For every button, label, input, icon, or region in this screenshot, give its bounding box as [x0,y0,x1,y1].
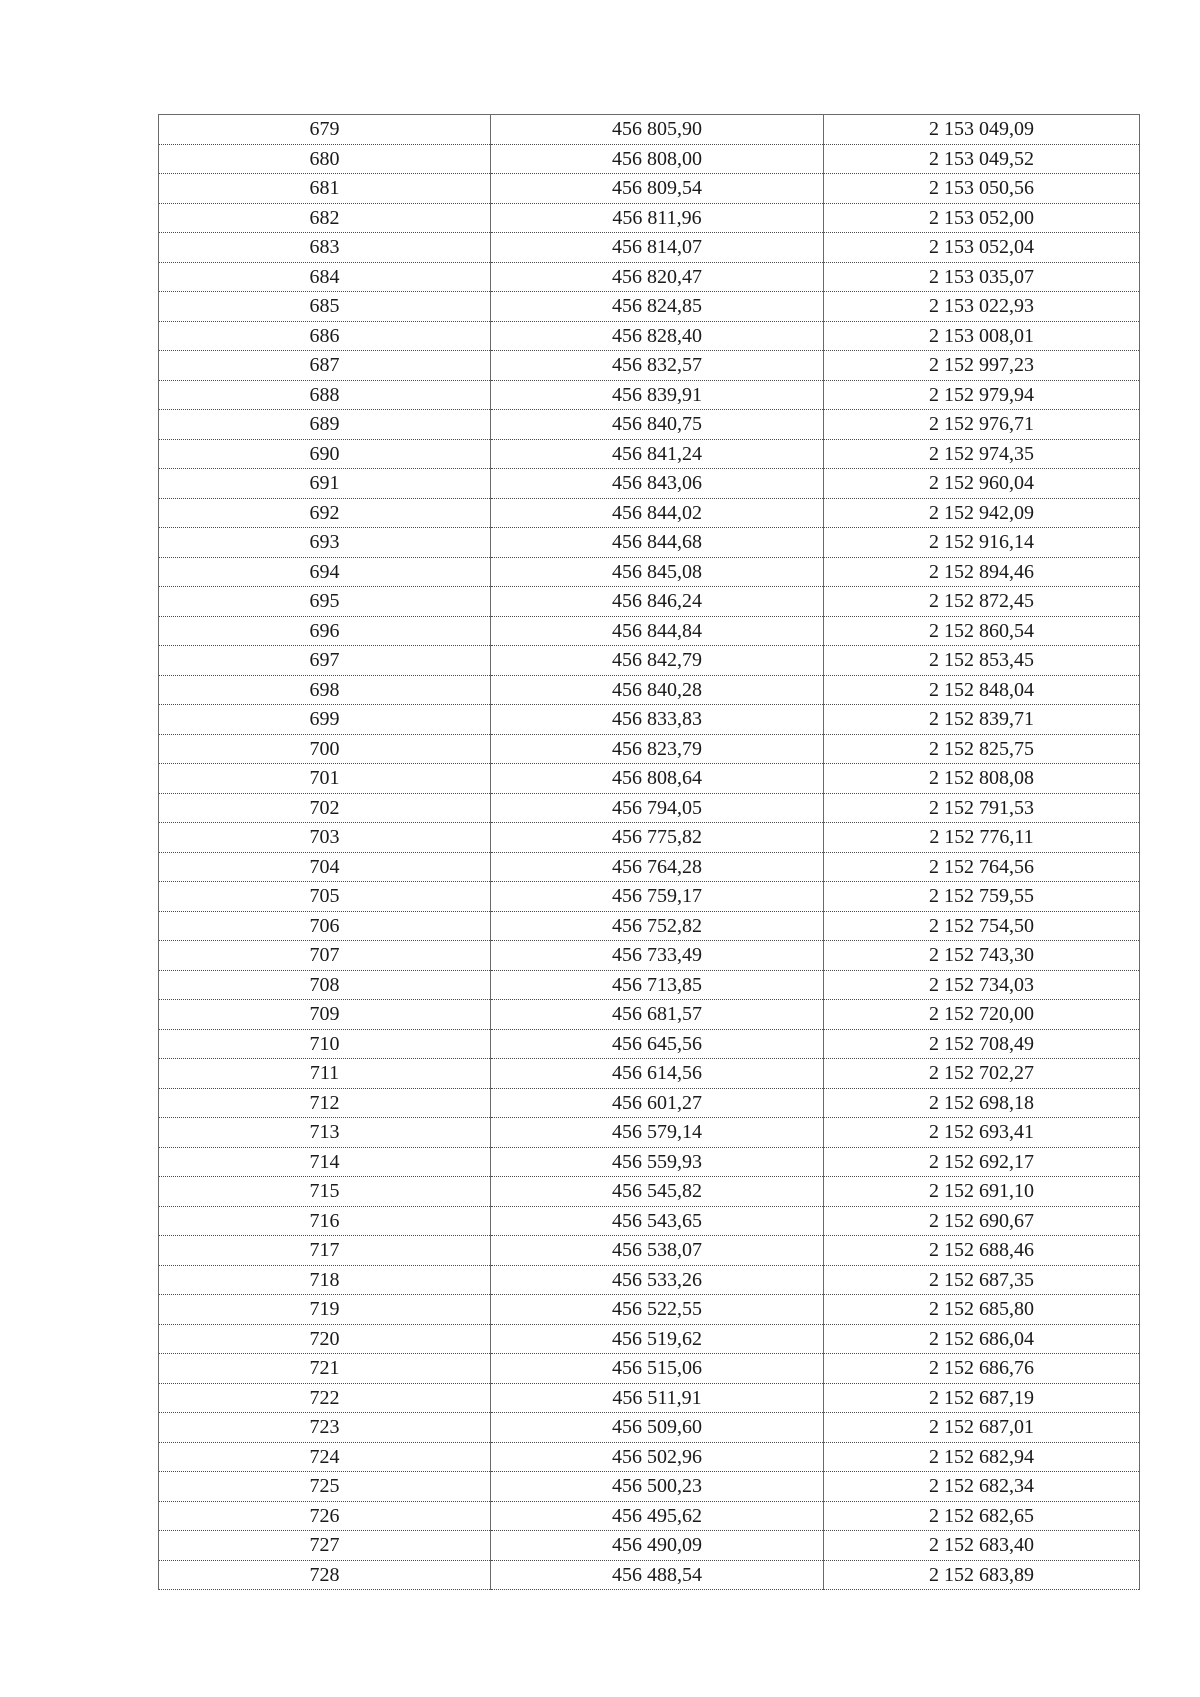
point-number-cell: 707 [159,941,491,971]
table-row [159,1531,1140,1561]
y-coordinate-cell: 2 152 743,30 [824,941,1140,971]
y-coordinate-cell: 2 152 688,46 [824,1236,1140,1266]
point-number-cell: 714 [159,1147,491,1177]
x-coordinate-cell: 456 601,27 [491,1088,824,1118]
y-coordinate-cell: 2 152 839,71 [824,705,1140,735]
table-row [159,1295,1140,1325]
x-coordinate-cell: 456 809,54 [491,174,824,204]
x-coordinate-cell: 456 844,68 [491,528,824,558]
x-coordinate-cell: 456 509,60 [491,1413,824,1443]
point-number-cell: 688 [159,380,491,410]
point-number-cell: 687 [159,351,491,381]
table-row [159,528,1140,558]
point-number-cell: 724 [159,1442,491,1472]
table-row [159,1059,1140,1089]
point-number-cell: 697 [159,646,491,676]
table-row [159,1560,1140,1590]
y-coordinate-cell: 2 152 825,75 [824,734,1140,764]
point-number-cell: 693 [159,528,491,558]
table-row [159,882,1140,912]
table-row [159,646,1140,676]
x-coordinate-cell: 456 845,08 [491,557,824,587]
table-row [159,351,1140,381]
point-number-cell: 713 [159,1118,491,1148]
y-coordinate-cell: 2 153 049,52 [824,144,1140,174]
table-row [159,144,1140,174]
table-row [159,439,1140,469]
table-row [159,1206,1140,1236]
x-coordinate-cell: 456 811,96 [491,203,824,233]
table-row [159,734,1140,764]
point-number-cell: 686 [159,321,491,351]
table-row [159,1029,1140,1059]
point-number-cell: 704 [159,852,491,882]
point-number-cell: 696 [159,616,491,646]
point-number-cell: 698 [159,675,491,705]
y-coordinate-cell: 2 153 035,07 [824,262,1140,292]
x-coordinate-cell: 456 519,62 [491,1324,824,1354]
table-row [159,233,1140,263]
x-coordinate-cell: 456 808,00 [491,144,824,174]
table-row [159,469,1140,499]
x-coordinate-cell: 456 614,56 [491,1059,824,1089]
x-coordinate-cell: 456 842,79 [491,646,824,676]
point-number-cell: 711 [159,1059,491,1089]
point-number-cell: 725 [159,1472,491,1502]
point-number-cell: 683 [159,233,491,263]
table-row [159,1265,1140,1295]
x-coordinate-cell: 456 488,54 [491,1560,824,1590]
x-coordinate-cell: 456 733,49 [491,941,824,971]
y-coordinate-cell: 2 152 808,08 [824,764,1140,794]
point-number-cell: 715 [159,1177,491,1207]
y-coordinate-cell: 2 152 687,19 [824,1383,1140,1413]
y-coordinate-cell: 2 152 692,17 [824,1147,1140,1177]
y-coordinate-cell: 2 152 687,01 [824,1413,1140,1443]
point-number-cell: 699 [159,705,491,735]
point-number-cell: 716 [159,1206,491,1236]
y-coordinate-cell: 2 152 690,67 [824,1206,1140,1236]
table-row [159,705,1140,735]
x-coordinate-cell: 456 538,07 [491,1236,824,1266]
x-coordinate-cell: 456 502,96 [491,1442,824,1472]
y-coordinate-cell: 2 152 686,04 [824,1324,1140,1354]
y-coordinate-cell: 2 152 682,65 [824,1501,1140,1531]
y-coordinate-cell: 2 152 708,49 [824,1029,1140,1059]
y-coordinate-cell: 2 152 702,27 [824,1059,1140,1089]
x-coordinate-cell: 456 764,28 [491,852,824,882]
point-number-cell: 692 [159,498,491,528]
point-number-cell: 723 [159,1413,491,1443]
x-coordinate-cell: 456 794,05 [491,793,824,823]
point-number-cell: 722 [159,1383,491,1413]
y-coordinate-cell: 2 152 720,00 [824,1000,1140,1030]
x-coordinate-cell: 456 713,85 [491,970,824,1000]
x-coordinate-cell: 456 843,06 [491,469,824,499]
y-coordinate-cell: 2 152 682,34 [824,1472,1140,1502]
point-number-cell: 684 [159,262,491,292]
x-coordinate-cell: 456 522,55 [491,1295,824,1325]
table-row [159,764,1140,794]
table-row [159,1324,1140,1354]
y-coordinate-cell: 2 152 687,35 [824,1265,1140,1295]
point-number-cell: 727 [159,1531,491,1561]
x-coordinate-cell: 456 820,47 [491,262,824,292]
point-number-cell: 703 [159,823,491,853]
point-number-cell: 690 [159,439,491,469]
x-coordinate-cell: 456 645,56 [491,1029,824,1059]
table-row [159,1413,1140,1443]
x-coordinate-cell: 456 495,62 [491,1501,824,1531]
x-coordinate-cell: 456 844,84 [491,616,824,646]
y-coordinate-cell: 2 152 974,35 [824,439,1140,469]
table-row [159,1501,1140,1531]
point-number-cell: 680 [159,144,491,174]
point-number-cell: 691 [159,469,491,499]
point-number-cell: 706 [159,911,491,941]
point-number-cell: 701 [159,764,491,794]
y-coordinate-cell: 2 152 791,53 [824,793,1140,823]
x-coordinate-cell: 456 511,91 [491,1383,824,1413]
x-coordinate-cell: 456 775,82 [491,823,824,853]
x-coordinate-cell: 456 840,28 [491,675,824,705]
table-row [159,557,1140,587]
table-row [159,380,1140,410]
y-coordinate-cell: 2 152 686,76 [824,1354,1140,1384]
y-coordinate-cell: 2 152 683,40 [824,1531,1140,1561]
point-number-cell: 708 [159,970,491,1000]
x-coordinate-cell: 456 543,65 [491,1206,824,1236]
point-number-cell: 702 [159,793,491,823]
point-number-cell: 728 [159,1560,491,1590]
table-row [159,852,1140,882]
point-number-cell: 700 [159,734,491,764]
y-coordinate-cell: 2 153 052,04 [824,233,1140,263]
y-coordinate-cell: 2 152 698,18 [824,1088,1140,1118]
table-row [159,203,1140,233]
point-number-cell: 685 [159,292,491,322]
y-coordinate-cell: 2 152 691,10 [824,1177,1140,1207]
y-coordinate-cell: 2 152 894,46 [824,557,1140,587]
table-row [159,941,1140,971]
table-row [159,1442,1140,1472]
x-coordinate-cell: 456 500,23 [491,1472,824,1502]
table-row [159,115,1140,145]
y-coordinate-cell: 2 152 979,94 [824,380,1140,410]
y-coordinate-cell: 2 152 764,56 [824,852,1140,882]
x-coordinate-cell: 456 824,85 [491,292,824,322]
table-row [159,823,1140,853]
y-coordinate-cell: 2 153 008,01 [824,321,1140,351]
y-coordinate-cell: 2 152 960,04 [824,469,1140,499]
table-row [159,1236,1140,1266]
point-number-cell: 719 [159,1295,491,1325]
point-number-cell: 709 [159,1000,491,1030]
point-number-cell: 689 [159,410,491,440]
y-coordinate-cell: 2 152 759,55 [824,882,1140,912]
point-number-cell: 695 [159,587,491,617]
table-row [159,1118,1140,1148]
table-row [159,321,1140,351]
y-coordinate-cell: 2 152 682,94 [824,1442,1140,1472]
y-coordinate-cell: 2 152 853,45 [824,646,1140,676]
y-coordinate-cell: 2 152 976,71 [824,410,1140,440]
table-row [159,1383,1140,1413]
point-number-cell: 705 [159,882,491,912]
point-number-cell: 681 [159,174,491,204]
y-coordinate-cell: 2 152 754,50 [824,911,1140,941]
y-coordinate-cell: 2 152 848,04 [824,675,1140,705]
point-number-cell: 694 [159,557,491,587]
y-coordinate-cell: 2 153 050,56 [824,174,1140,204]
table-row [159,292,1140,322]
y-coordinate-cell: 2 152 693,41 [824,1118,1140,1148]
y-coordinate-cell: 2 152 734,03 [824,970,1140,1000]
x-coordinate-cell: 456 846,24 [491,587,824,617]
coordinates-table-body [159,115,1140,1590]
table-row [159,587,1140,617]
point-number-cell: 710 [159,1029,491,1059]
table-row [159,262,1140,292]
y-coordinate-cell: 2 152 685,80 [824,1295,1140,1325]
table-row [159,675,1140,705]
x-coordinate-cell: 456 844,02 [491,498,824,528]
x-coordinate-cell: 456 832,57 [491,351,824,381]
y-coordinate-cell: 2 152 872,45 [824,587,1140,617]
y-coordinate-cell: 2 152 683,89 [824,1560,1140,1590]
x-coordinate-cell: 456 752,82 [491,911,824,941]
x-coordinate-cell: 456 828,40 [491,321,824,351]
table-row [159,174,1140,204]
x-coordinate-cell: 456 545,82 [491,1177,824,1207]
point-number-cell: 721 [159,1354,491,1384]
x-coordinate-cell: 456 808,64 [491,764,824,794]
point-number-cell: 682 [159,203,491,233]
point-number-cell: 712 [159,1088,491,1118]
x-coordinate-cell: 456 579,14 [491,1118,824,1148]
table-row [159,970,1140,1000]
x-coordinate-cell: 456 823,79 [491,734,824,764]
table-row [159,911,1140,941]
y-coordinate-cell: 2 153 052,00 [824,203,1140,233]
y-coordinate-cell: 2 152 916,14 [824,528,1140,558]
x-coordinate-cell: 456 559,93 [491,1147,824,1177]
coordinates-table [158,114,1140,1590]
table-row [159,616,1140,646]
y-coordinate-cell: 2 152 860,54 [824,616,1140,646]
x-coordinate-cell: 456 533,26 [491,1265,824,1295]
x-coordinate-cell: 456 515,06 [491,1354,824,1384]
table-row [159,1000,1140,1030]
point-number-cell: 718 [159,1265,491,1295]
table-row [159,1177,1140,1207]
y-coordinate-cell: 2 153 022,93 [824,292,1140,322]
y-coordinate-cell: 2 153 049,09 [824,115,1140,145]
x-coordinate-cell: 456 490,09 [491,1531,824,1561]
y-coordinate-cell: 2 152 776,11 [824,823,1140,853]
x-coordinate-cell: 456 805,90 [491,115,824,145]
table-row [159,1147,1140,1177]
table-row [159,793,1140,823]
x-coordinate-cell: 456 833,83 [491,705,824,735]
x-coordinate-cell: 456 840,75 [491,410,824,440]
x-coordinate-cell: 456 759,17 [491,882,824,912]
x-coordinate-cell: 456 681,57 [491,1000,824,1030]
point-number-cell: 720 [159,1324,491,1354]
table-row [159,1088,1140,1118]
x-coordinate-cell: 456 814,07 [491,233,824,263]
y-coordinate-cell: 2 152 942,09 [824,498,1140,528]
table-row [159,1354,1140,1384]
point-number-cell: 726 [159,1501,491,1531]
table-row [159,1472,1140,1502]
point-number-cell: 717 [159,1236,491,1266]
x-coordinate-cell: 456 841,24 [491,439,824,469]
y-coordinate-cell: 2 152 997,23 [824,351,1140,381]
point-number-cell: 679 [159,115,491,145]
x-coordinate-cell: 456 839,91 [491,380,824,410]
table-row [159,410,1140,440]
table-row [159,498,1140,528]
